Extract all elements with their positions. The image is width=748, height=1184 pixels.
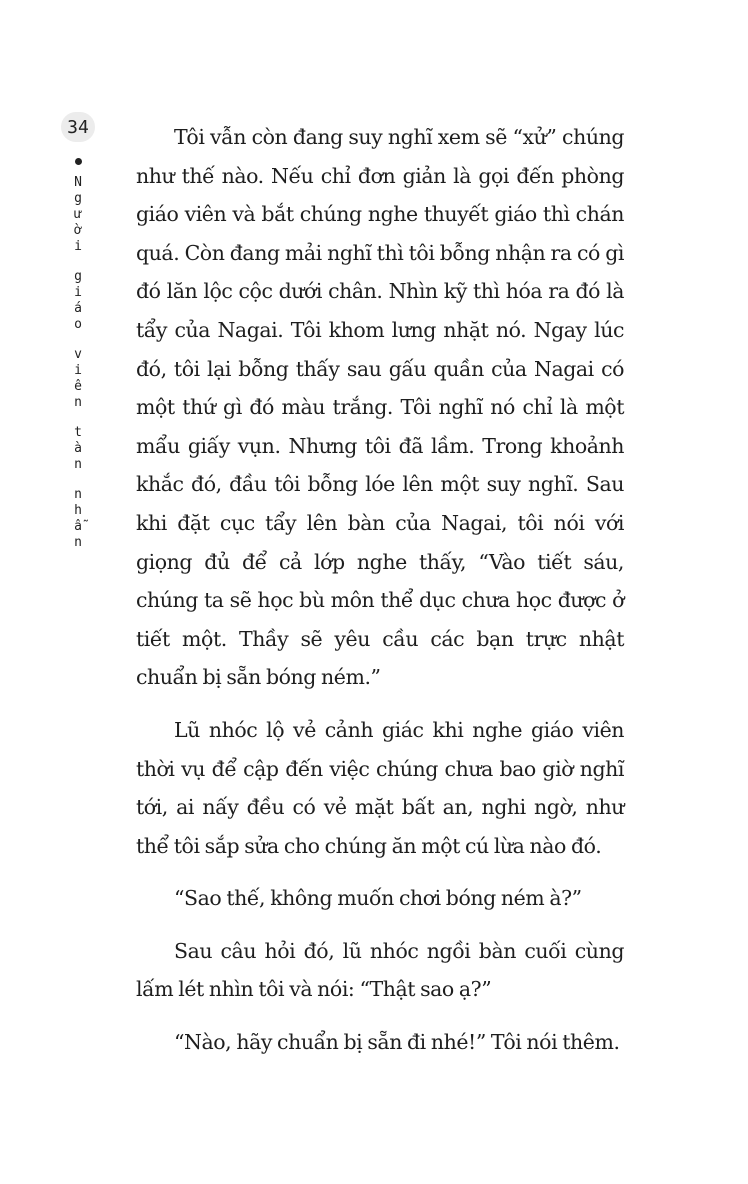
paragraph: Sau câu hỏi đó, lũ nhóc ngồi bàn cuối cùng lấm lét nhìn tôi và nói: “Thật sao ạ?” — [136, 938, 624, 1002]
paragraph: “Sao thế, không muốn chơi bóng ném à?” — [174, 886, 582, 911]
running-title: N g ư ờ i g i á o v i ê n t à n n h ẫ n — [74, 175, 82, 550]
paragraph: Lũ nhóc lộ vẻ cảnh giác khi nghe giáo viên thời vụ để cập đến việc chúng chưa bao giờ nghĩ tới, ai nấy đều có vẻ mặt bất an, nghi ngờ, như thể tôi sắp sửa cho chúng ăn một cú lừa nào đó. — [136, 717, 624, 858]
body-text — [136, 118, 624, 1076]
page-number: 34 — [61, 112, 95, 142]
paragraph: “Nào, hãy chuẩn bị sẵn đi nhé!” Tôi nói thêm. — [174, 1030, 620, 1055]
paragraph: Tôi vẫn còn đang suy nghĩ xem sẽ “xử” chúng như thế nào. Nếu chỉ đơn giản là gọi đến phòng giáo viên và bắt chúng nghe thuyết giáo thì chán quá. Còn đang mải nghĩ thì tôi bỗng nhận ra có gì đó lăn lộc cộc dưới chân. Nhìn kỹ thì hóa ra đó là tẩy của Nagai. Tôi khom lưng nhặt nó. Ngay lúc đó, tôi lại bỗng thấy sau gấu quần của Nagai có một thứ gì đó màu trắng. Tôi nghĩ nó chỉ là một mẩu giấy vụn. Nhưng tôi đã lầm. Trong khoảnh khắc đó, đầu tôi bỗng lóe lên một suy nghĩ. Sau khi đặt cục tẩy lên bàn của Nagai, tôi nói với giọng đủ để cả lớp nghe thấy, “Vào tiết sáu, chúng ta sẽ học bù môn thể dục chưa học được ở tiết một. Thầy sẽ yêu cầu các bạn trực nhật chuẩn bị sẵn bóng ném.” — [136, 125, 624, 690]
bullet-separator — [75, 158, 82, 165]
page-margin — [58, 112, 98, 551]
